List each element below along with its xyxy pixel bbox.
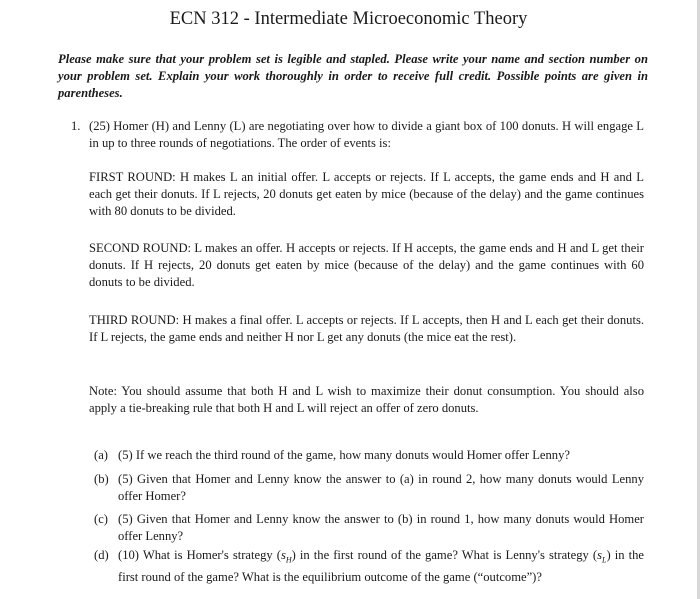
question-intro: (25) Homer (H) and Lenny (L) are negotiating over how to divide a giant box of 100 donuts. H will engage L in up to three rounds of negotiations. The order of events is: — [89, 119, 644, 150]
part-c-label: (c) — [94, 512, 108, 526]
page-title: ECN 312 - Intermediate Microeconomic Theory — [169, 9, 528, 29]
second-round-paragraph: SECOND ROUND: L makes an offer. H accepts or rejects. If H accepts, the game ends and H and L get their donuts. If H rejects, 20 donuts get eaten by mice (because of the delay) and the game continues with 60 donuts to be divided. — [89, 241, 644, 289]
part-b — [94, 471, 644, 505]
question-number: 1. — [71, 119, 81, 133]
homer-strategy-symbol: $s_H$ — [280, 548, 292, 565]
third-round-paragraph: THIRD ROUND: H makes a final offer. L accepts or rejects. If L accepts, then H and L each get their donuts. If L rejects, the game ends and neither H nor L get any donuts (the mice eat the rest). — [89, 313, 644, 344]
lenny-strategy-symbol: $s_L$ — [597, 548, 607, 565]
part-d — [94, 547, 644, 586]
part-a-label: (a) — [94, 448, 108, 462]
part-d-label: (d) — [94, 548, 109, 562]
part-a-text: (5) If we reach the third round of the game, how many donuts would Homer offer Lenny? — [118, 448, 570, 462]
part-d-text-2: ) in the first round of the game? What is Lenny's strategy ( — [291, 548, 598, 562]
part-d-text-3: ) in the first round of the game? What is the equilibrium outcome of the game (“outcome”)? — [118, 548, 644, 584]
part-d-text-1: (10) What is Homer's strategy ( — [118, 548, 281, 562]
part-c-text: (5) Given that Homer and Lenny know the answer to (b) in round 1, how many donuts would Homer offer Lenny? — [118, 512, 644, 543]
part-c — [94, 511, 644, 545]
part-b-text: (5) Given that Homer and Lenny know the answer to (a) in round 2, how many donuts would Lenny offer Homer? — [118, 472, 644, 503]
first-round-paragraph: FIRST ROUND: H makes L an initial offer. L accepts or rejects. If L accepts, the game ends and H and L each get their donuts. If L rejects, 20 donuts get eaten by mice (because of the delay) and the game continues with 80 donuts to be divided. — [89, 170, 644, 218]
part-a — [94, 447, 644, 464]
part-b-label: (b) — [94, 472, 109, 486]
instructions-text: Please make sure that your problem set is legible and stapled. Please write your name and section number on your problem set. Explain your work thoroughly in order to receive full credit. Possible points are given in parentheses. — [58, 52, 648, 100]
note-paragraph: Note: You should assume that both H and L wish to maximize their donut consumption. You should also apply a tie-breaking rule that both H and L will reject an offer of zero donuts. — [89, 384, 644, 415]
part-d-text — [118, 547, 644, 586]
